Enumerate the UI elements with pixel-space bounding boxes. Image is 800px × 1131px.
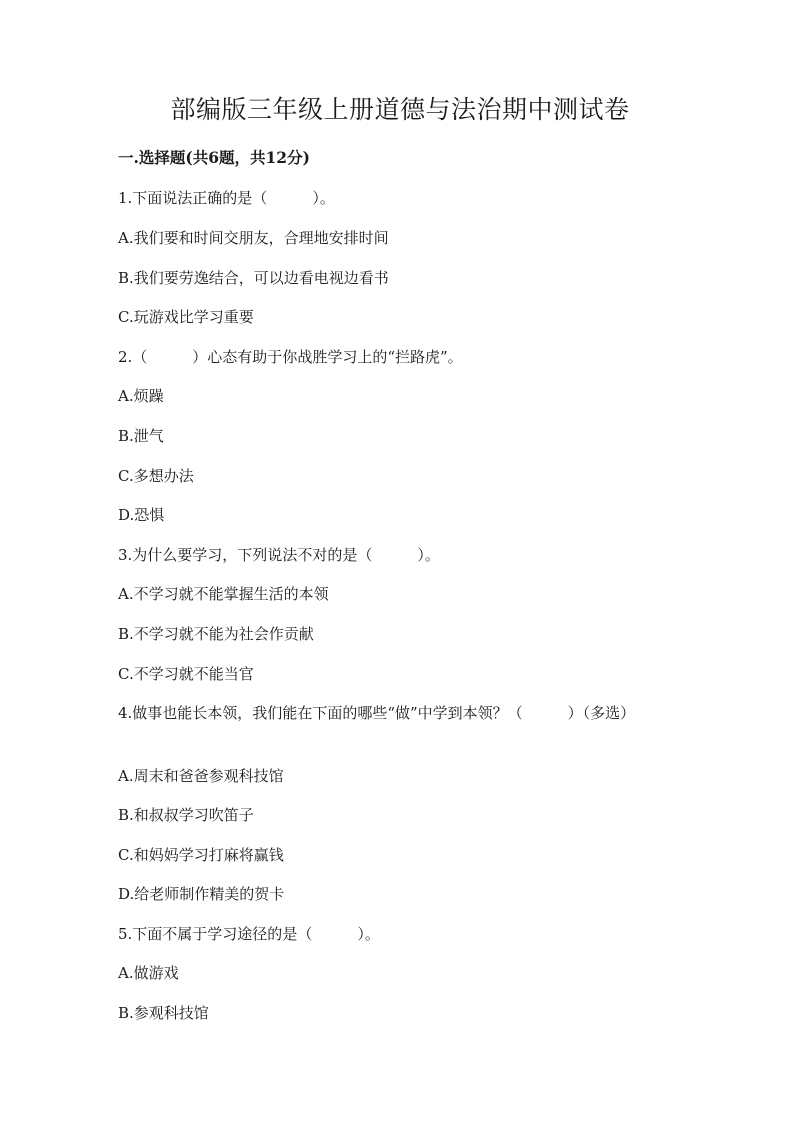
section-heading: 一.选择题(共6题，共12分) — [118, 148, 310, 167]
question-1-option-b: B.我们要劳逸结合，可以边看电视边看书 — [118, 269, 389, 287]
question-1-stem: 1.下面说法正确的是（ ）。 — [118, 189, 335, 207]
question-3-stem: 3.为什么要学习，下列说法不对的是（ ）。 — [118, 546, 440, 564]
question-4-option-c: C.和妈妈学习打麻将赢钱 — [118, 846, 284, 864]
question-3-option-a: A.不学习就不能掌握生活的本领 — [118, 585, 329, 603]
question-5-option-a: A.做游戏 — [118, 964, 179, 982]
page-title: 部编版三年级上册道德与法治期中测试卷 — [170, 95, 630, 124]
question-2-option-b: B.泄气 — [118, 427, 164, 445]
question-2-option-a: A.烦躁 — [118, 387, 164, 405]
question-3-option-c: C.不学习就不能当官 — [118, 665, 254, 683]
question-1-option-c: C.玩游戏比学习重要 — [118, 308, 254, 326]
question-2-option-c: C.多想办法 — [118, 467, 194, 485]
question-4-option-b: B.和叔叔学习吹笛子 — [118, 806, 254, 824]
question-4-option-d: D.给老师制作精美的贺卡 — [118, 885, 285, 903]
question-4-stem: 4.做事也能长本领，我们能在下面的哪些“做”中学到本领？（ ）（多选） — [118, 704, 636, 722]
question-2-stem: 2.（ ）心态有助于你战胜学习上的“拦路虎”。 — [118, 348, 463, 366]
question-4-option-a: A.周末和爸爸参观科技馆 — [118, 767, 284, 785]
question-3-option-b: B.不学习就不能为社会作贡献 — [118, 625, 314, 643]
question-5-stem: 5.下面不属于学习途径的是（ ）。 — [118, 925, 380, 943]
question-5-option-b: B.参观科技馆 — [118, 1004, 209, 1022]
question-2-option-d: D.恐惧 — [118, 506, 165, 524]
question-1-option-a: A.我们要和时间交朋友，合理地安排时间 — [118, 229, 389, 247]
